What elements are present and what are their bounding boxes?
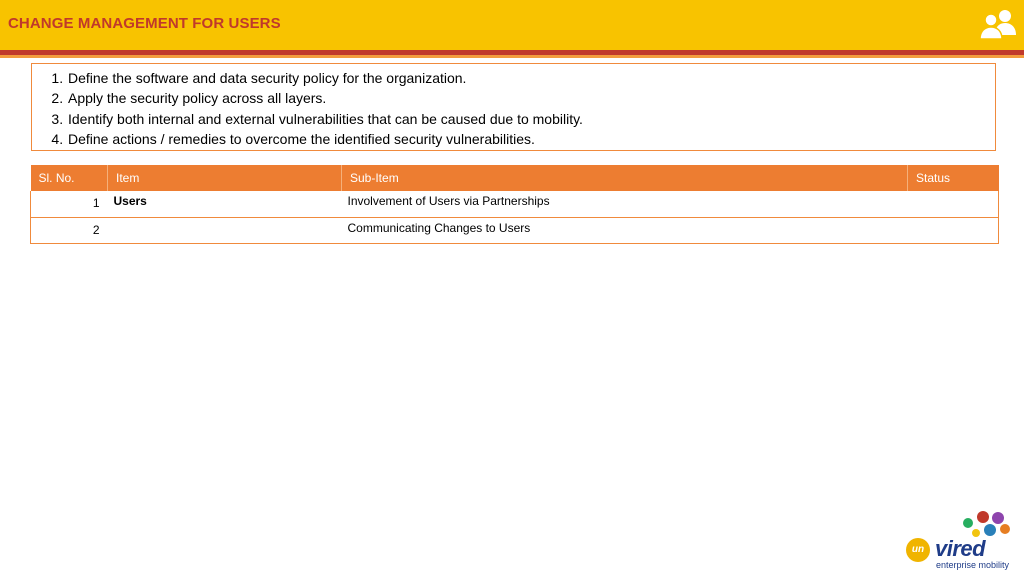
- objectives-list: [32, 68, 995, 149]
- logo-tagline: enterprise mobility: [936, 560, 1010, 570]
- column-header-sub-item: Sub-Item: [342, 165, 908, 191]
- cell-sl-no: 1: [31, 191, 108, 217]
- table-row: [31, 191, 999, 217]
- cell-item: Users: [108, 191, 342, 217]
- cell-sl-no: 2: [31, 217, 108, 243]
- objective-item: 4. Define actions / remedies to overcome the identified security vulnerabilities.: [67, 129, 995, 149]
- company-logo: [906, 510, 1020, 572]
- objective-item: 1. Define the software and data security policy for the organization.: [67, 68, 995, 88]
- objective-item: 3. Identify both internal and external vulnerabilities that can be caused due to mobility.: [67, 109, 995, 129]
- cell-item: [108, 217, 342, 243]
- objectives-box: [31, 63, 996, 151]
- table-row: [31, 217, 999, 243]
- logo-prefix: un: [906, 538, 930, 562]
- column-header-status: Status: [908, 165, 999, 191]
- cell-status: [908, 217, 999, 243]
- users-icon: [978, 8, 1018, 42]
- change-table: [30, 165, 999, 244]
- cell-status: [908, 191, 999, 217]
- logo-name: vired: [935, 536, 986, 561]
- column-header-item: Item: [108, 165, 342, 191]
- column-header-sl-no: Sl. No.: [31, 165, 108, 191]
- header-bar: [0, 0, 1024, 50]
- cell-sub-item: Communicating Changes to Users: [342, 217, 908, 243]
- header-stripe-orange: [0, 55, 1024, 58]
- cell-sub-item: Involvement of Users via Partnerships: [342, 191, 908, 217]
- table-header-row: [31, 165, 999, 191]
- page-title: CHANGE MANAGEMENT FOR USERS: [8, 15, 281, 32]
- objective-item: 2. Apply the security policy across all layers.: [67, 88, 995, 108]
